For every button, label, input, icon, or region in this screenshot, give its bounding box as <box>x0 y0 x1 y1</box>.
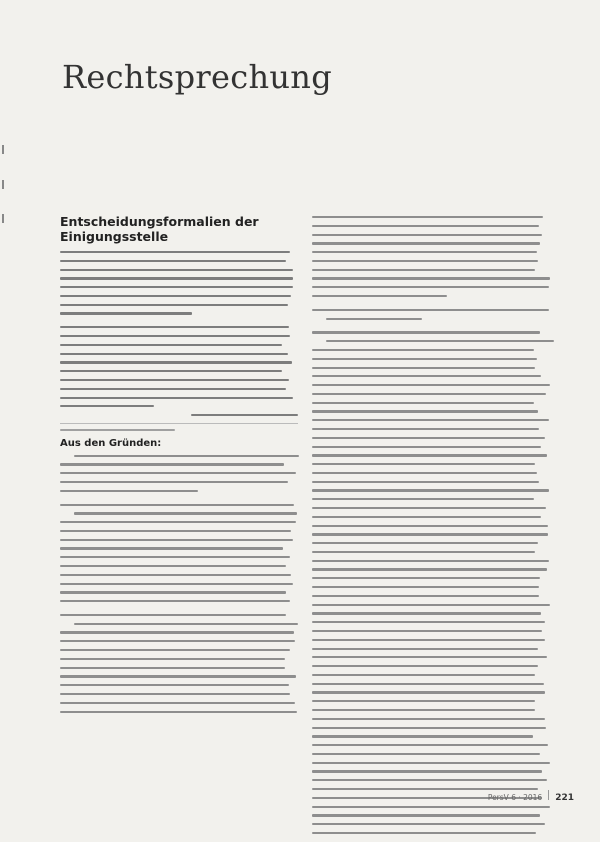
text-line <box>60 684 289 686</box>
text-line <box>312 463 535 465</box>
text-line <box>312 216 543 218</box>
headnote-divider <box>60 423 298 424</box>
right-column <box>312 216 550 841</box>
text-line <box>60 702 295 704</box>
text-line <box>312 428 539 430</box>
text-line <box>312 393 546 395</box>
text-line <box>60 711 297 713</box>
binding-mark <box>2 214 4 223</box>
text-line <box>312 260 538 262</box>
text-line <box>312 481 539 483</box>
text-line <box>74 455 299 457</box>
text-line <box>60 530 291 532</box>
text-line <box>312 683 544 685</box>
text-line <box>312 639 545 641</box>
text-line <box>312 560 549 562</box>
text-line <box>312 507 546 509</box>
text-line <box>60 312 192 314</box>
page-number: 221 <box>555 793 574 803</box>
text-line <box>60 304 288 306</box>
text-line <box>191 414 298 416</box>
footer-divider <box>548 790 549 800</box>
text-line <box>312 823 545 825</box>
text-line <box>60 251 290 253</box>
text-line <box>312 604 550 606</box>
text-line <box>60 591 286 593</box>
text-line <box>60 260 286 262</box>
right-column-text <box>312 216 550 834</box>
text-line <box>312 367 535 369</box>
text-line <box>326 340 554 342</box>
text-line <box>60 640 295 642</box>
text-line <box>312 402 534 404</box>
text-line <box>60 658 285 660</box>
text-line <box>312 277 550 279</box>
text-line <box>60 667 285 669</box>
text-line <box>312 551 535 553</box>
text-line <box>312 744 548 746</box>
text-line <box>312 419 549 421</box>
text-line <box>312 700 535 702</box>
text-line <box>312 489 549 491</box>
text-line <box>60 693 290 695</box>
text-line <box>312 542 538 544</box>
text-line <box>60 565 286 567</box>
text-line <box>312 437 545 439</box>
text-line <box>60 344 282 346</box>
text-line <box>74 623 298 625</box>
text-line <box>312 665 538 667</box>
text-line <box>60 405 154 407</box>
text-line <box>60 379 289 381</box>
text-line <box>74 512 296 514</box>
text-line <box>60 631 294 633</box>
text-line <box>60 490 198 492</box>
text-line <box>60 286 293 288</box>
text-line <box>60 539 293 541</box>
text-line <box>312 674 535 676</box>
page-title: Rechtsprechung <box>62 58 332 96</box>
text-line <box>312 770 542 772</box>
text-line <box>60 675 296 677</box>
text-line <box>312 577 540 579</box>
text-line <box>312 525 548 527</box>
text-line <box>312 358 537 360</box>
left-column <box>60 214 298 719</box>
text-line <box>312 446 541 448</box>
text-line <box>312 806 550 808</box>
text-line <box>60 295 291 297</box>
text-line <box>312 832 536 834</box>
text-line <box>312 225 539 227</box>
text-line <box>60 556 290 558</box>
text-line <box>312 718 545 720</box>
text-line <box>60 504 294 506</box>
text-line <box>60 574 291 576</box>
text-line <box>312 630 542 632</box>
binding-mark <box>2 180 4 189</box>
text-line <box>312 349 534 351</box>
text-line <box>312 472 537 474</box>
text-line <box>312 621 545 623</box>
paragraph-gap <box>60 499 298 504</box>
text-line <box>60 481 288 483</box>
text-line <box>312 648 538 650</box>
text-line <box>60 614 286 616</box>
text-line <box>312 375 541 377</box>
text-line <box>60 472 296 474</box>
text-line <box>60 388 286 390</box>
text-line <box>60 277 293 279</box>
text-line <box>60 353 288 355</box>
text-line <box>60 521 296 523</box>
text-line <box>312 384 550 386</box>
text-line <box>312 762 550 764</box>
text-line <box>60 269 293 271</box>
binding-mark <box>2 145 4 154</box>
text-line <box>60 583 293 585</box>
text-line <box>60 361 292 363</box>
text-line <box>312 286 549 288</box>
text-line <box>60 397 293 399</box>
citation-line <box>60 429 298 431</box>
text-line <box>312 595 539 597</box>
article-title: Entscheidungsformalien der Einigungsstelle <box>60 214 259 244</box>
text-line <box>312 410 538 412</box>
text-line <box>312 691 545 693</box>
text-line <box>312 814 540 816</box>
text-line <box>312 586 539 588</box>
reasons-text <box>60 455 298 713</box>
reasons-heading: Aus den Gründen: <box>60 437 162 449</box>
text-line <box>60 429 175 431</box>
text-line <box>60 326 289 328</box>
text-line <box>312 309 549 311</box>
text-line <box>312 251 537 253</box>
text-line <box>312 498 534 500</box>
text-line <box>312 568 547 570</box>
text-line <box>60 547 283 549</box>
text-line <box>312 454 547 456</box>
text-line <box>312 234 542 236</box>
text-line <box>60 335 290 337</box>
text-line <box>60 649 290 651</box>
text-line <box>326 318 422 320</box>
text-line <box>312 727 546 729</box>
text-line <box>312 709 535 711</box>
text-line <box>312 533 548 535</box>
text-line <box>312 735 533 737</box>
text-line <box>60 600 290 602</box>
text-line <box>312 331 540 333</box>
text-line <box>312 242 540 244</box>
text-line <box>312 656 547 658</box>
text-line <box>312 516 541 518</box>
text-line <box>312 779 547 781</box>
journal-issue: PersV 6 · 2016 <box>487 793 543 802</box>
text-line <box>312 269 535 271</box>
text-line <box>312 753 540 755</box>
text-line <box>60 370 282 372</box>
headnote-block <box>60 251 298 416</box>
text-line <box>312 295 447 297</box>
text-line <box>312 612 541 614</box>
text-line <box>60 463 284 465</box>
page-footer <box>488 790 574 803</box>
